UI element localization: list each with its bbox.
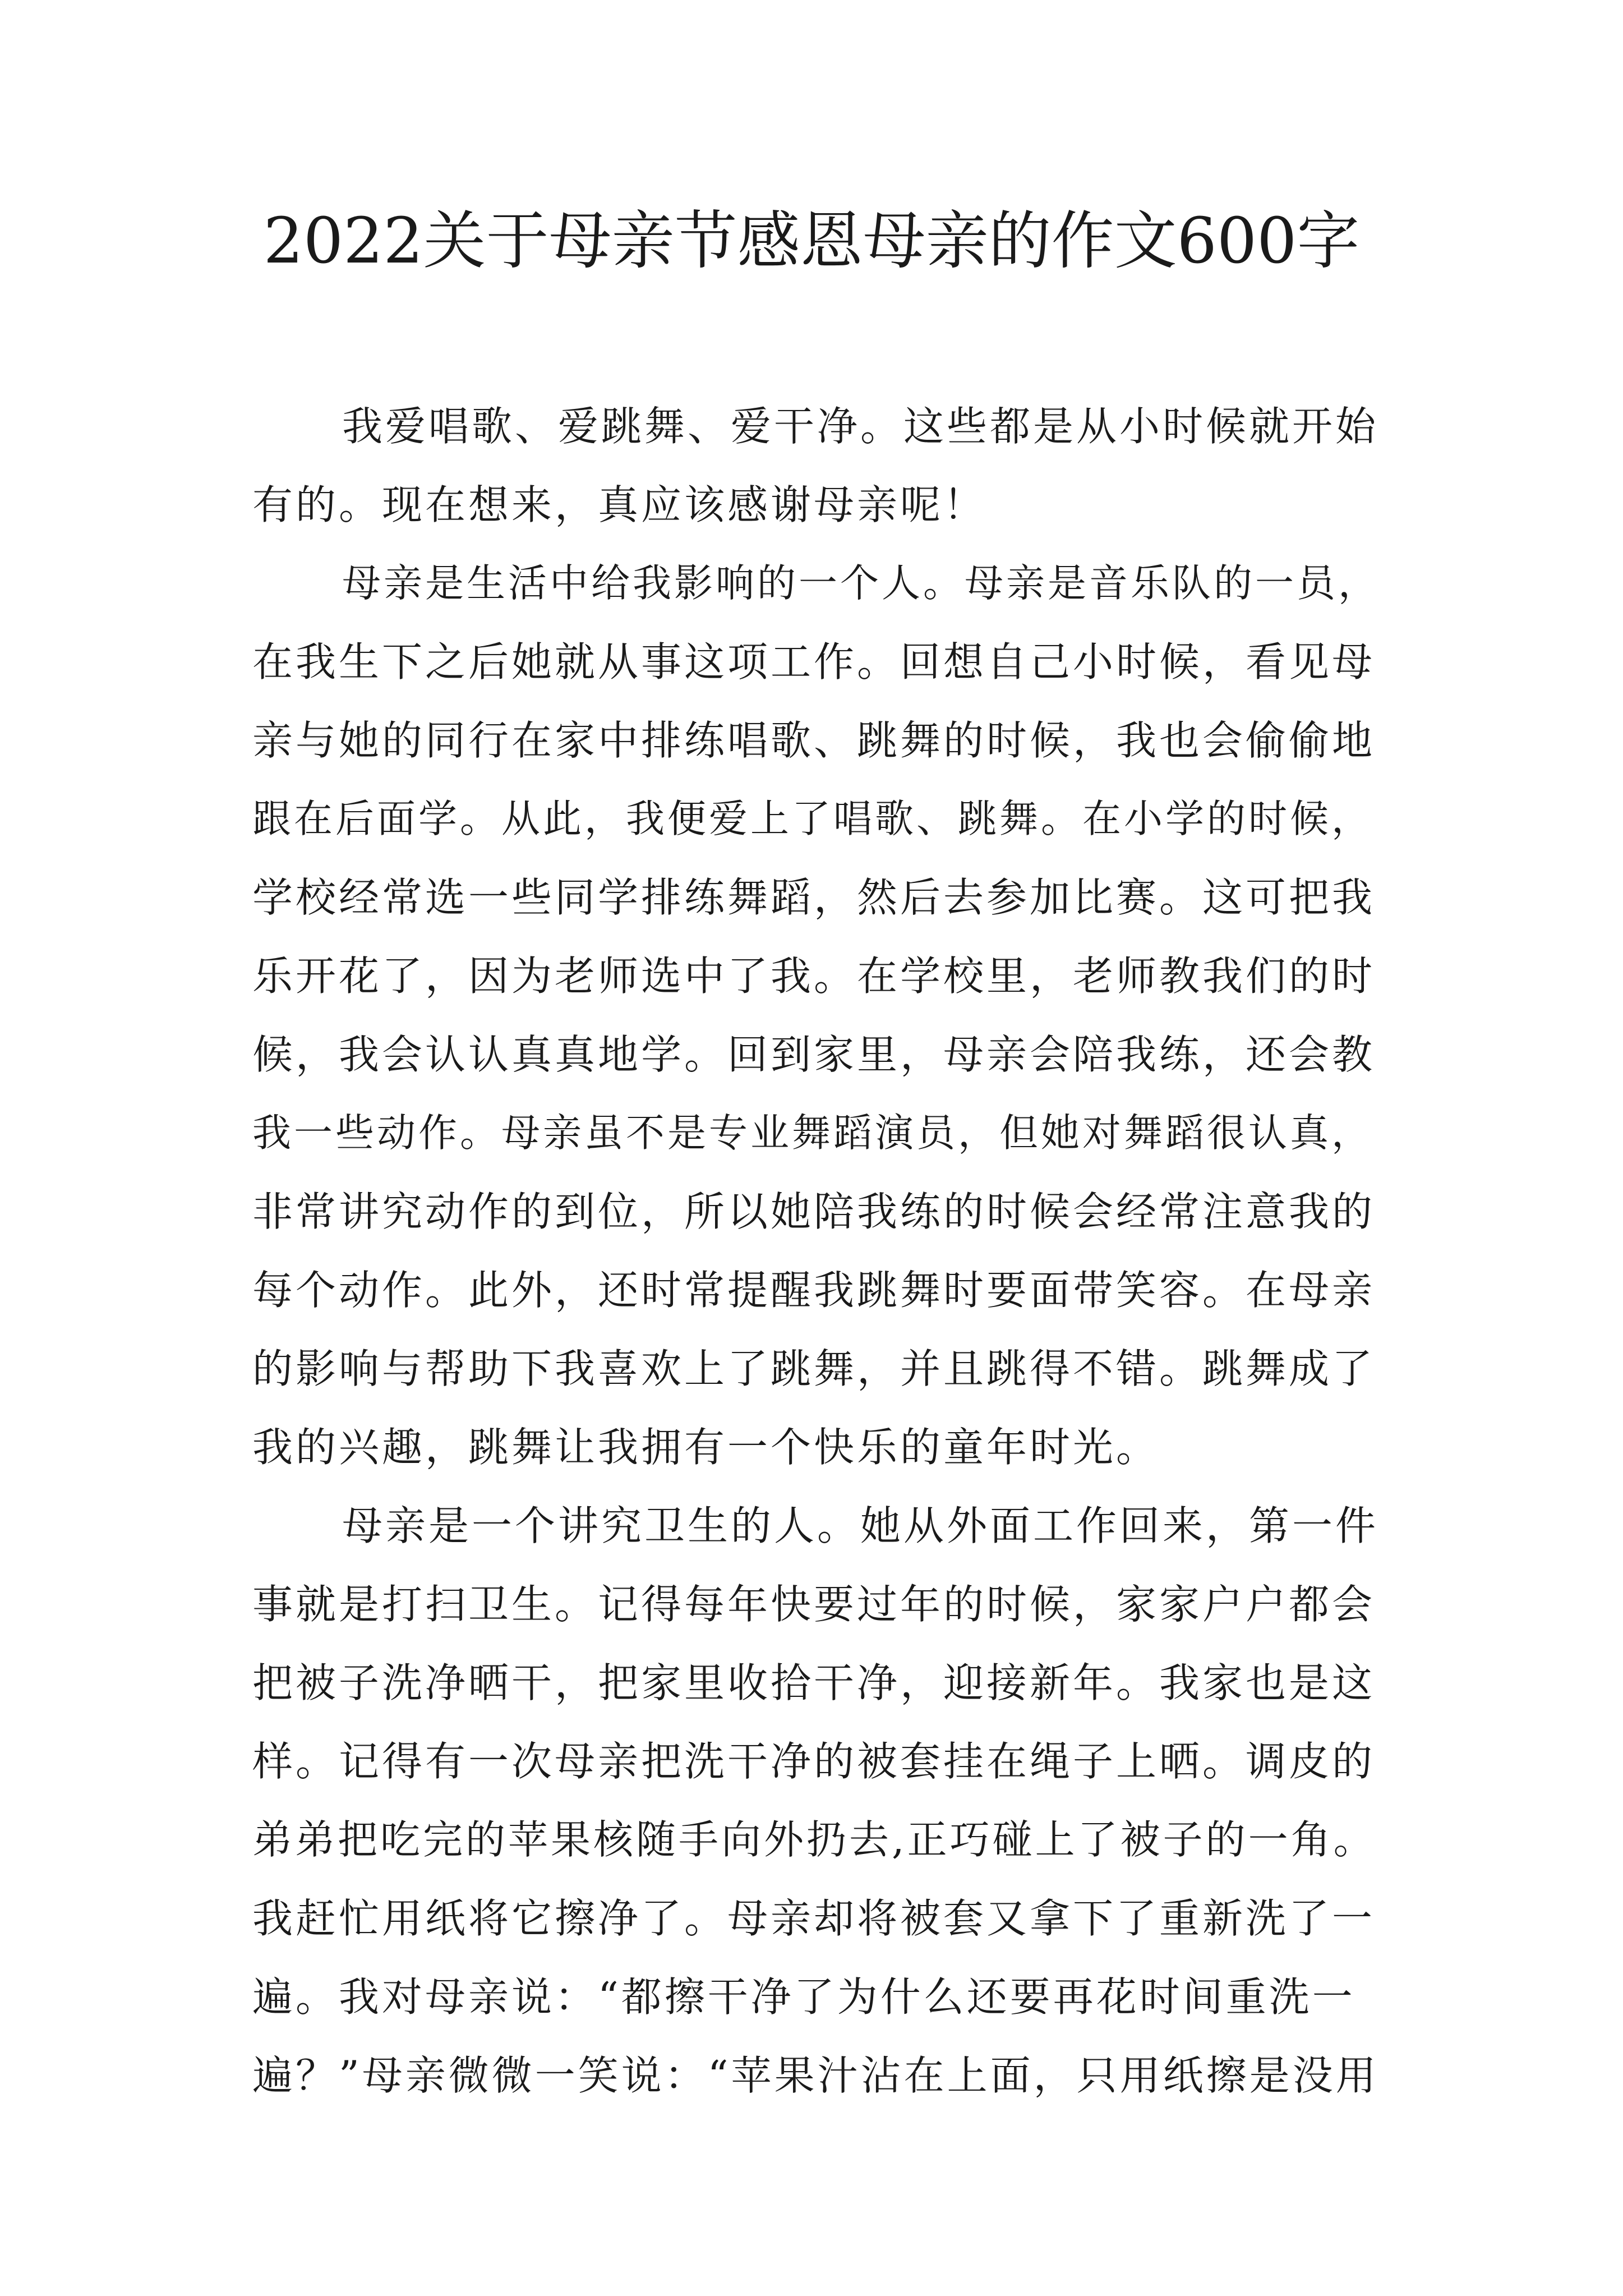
text-line: 我爱唱歌、爱跳舞、爱干净。这些都是从小时候就开始 [342, 403, 1379, 450]
text-line: 我一些动作。母亲虽不是专业舞蹈演员，但她对舞蹈很认真， [252, 1111, 1373, 1156]
text-line: 跟在后面学。从此，我便爱上了唱歌、跳舞。在小学的时候， [252, 797, 1373, 841]
text-line: 母亲是一个讲究卫生的人。她从外面工作回来，第一件 [342, 1502, 1379, 1549]
text-line: 在我生下之后她就从事这项工作。回想自己小时候，看见母 [252, 638, 1376, 685]
text-line: 把被子洗净晒干，把家里收拾干净，迎接新年。我家也是这 [252, 1659, 1376, 1706]
document-body [252, 387, 1385, 2115]
text-line: 我的兴趣，跳舞让我拥有一个快乐的童年时光。 [252, 1424, 1160, 1471]
text-line: 乐开花了，因为老师选中了我。在学校里，老师教我们的时 [252, 953, 1376, 1000]
text-line: 事就是打扫卫生。记得每年快要过年的时候，家家户户都会 [252, 1581, 1376, 1628]
text-line: 母亲是生活中给我影响的一个人。母亲是音乐队的一员， [342, 561, 1380, 606]
text-line: 非常讲究动作的到位，所以她陪我练的时候会经常注意我的 [252, 1188, 1376, 1235]
text-line: 的影响与帮助下我喜欢上了跳舞，并且跳得不错。跳舞成了 [252, 1345, 1376, 1392]
text-line: 遍？”母亲微微一笑说：“苹果汁沾在上面，只用纸擦是没用 [252, 2052, 1379, 2099]
text-line: 亲与她的同行在家中排练唱歌、跳舞的时候，我也会偷偷地 [252, 717, 1376, 764]
text-line: 遍。我对母亲说：“都擦干净了为什么还要再花时间重洗一 [252, 1973, 1355, 2021]
text-line: 弟弟把吃完的苹果核随手向外扔去,正巧碰上了被子的一角。 [252, 1816, 1376, 1863]
text-line: 学校经常选一些同学排练舞蹈，然后去参加比赛。这可把我 [252, 874, 1376, 921]
text-line: 我赶忙用纸将它擦净了。母亲却将被套又拿下了重新洗了一 [252, 1895, 1376, 1942]
text-line: 每个动作。此外，还时常提醒我跳舞时要面带笑容。在母亲 [252, 1267, 1376, 1314]
text-line: 样。记得有一次母亲把洗干净的被套挂在绳子上晒。调皮的 [252, 1738, 1376, 1785]
text-line: 候，我会认认真真地学。回到家里，母亲会陪我练，还会教 [252, 1031, 1376, 1078]
document-title: 2022关于母亲节感恩母亲的作文600字 [263, 205, 1360, 278]
text-line: 有的。现在想来，真应该感谢母亲呢！ [252, 481, 987, 528]
